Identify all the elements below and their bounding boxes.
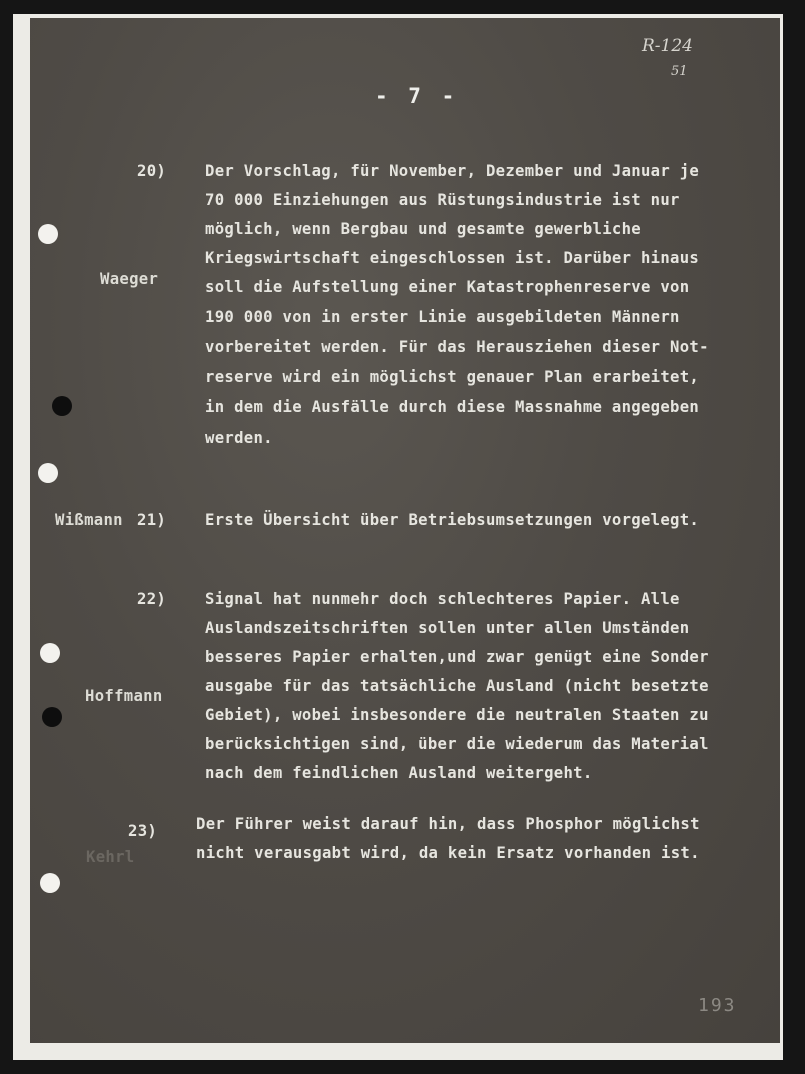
text-line: Auslandszeitschriften sollen unter allen Umständen bbox=[205, 619, 690, 637]
text-line: in dem die Ausfälle durch diese Massnahme angegeben bbox=[205, 398, 700, 416]
item-number: 21) bbox=[137, 511, 167, 529]
text-line: besseres Papier erhalten,und zwar genügt eine Sonder bbox=[205, 648, 709, 666]
text-line: 190 000 von in erster Linie ausgebildeten Männern bbox=[205, 308, 680, 326]
stamped-page-number: 193 bbox=[698, 995, 737, 1016]
punch-hole bbox=[38, 463, 58, 483]
text-line: nach dem feindlichen Ausland weitergeht. bbox=[205, 764, 593, 782]
text-line: Kriegswirtschaft eingeschlossen ist. Darüber hinaus bbox=[205, 249, 700, 267]
text-line: Der Führer weist darauf hin, dass Phosphor möglichst bbox=[196, 815, 700, 833]
text-line: Erste Übersicht über Betriebsumsetzungen vorgelegt. bbox=[205, 511, 700, 529]
text-line: Der Vorschlag, für November, Dezember und Januar je bbox=[205, 162, 700, 180]
punch-hole bbox=[42, 707, 62, 727]
item-responsible-name: Kehrl bbox=[86, 848, 135, 866]
item-responsible-name: Waeger bbox=[100, 270, 159, 288]
text-line: vorbereitet werden. Für das Herausziehen dieser Not- bbox=[205, 338, 709, 356]
text-line: möglich, wenn Bergbau und gesamte gewerbliche bbox=[205, 220, 641, 238]
item-responsible-name: Wißmann bbox=[55, 511, 123, 529]
text-line: nicht verausgabt wird, da kein Ersatz vorhanden ist. bbox=[196, 844, 700, 862]
text-line: reserve wird ein möglichst genauer Plan erarbeitet, bbox=[205, 368, 700, 386]
handwritten-reference: R-124 bbox=[642, 36, 693, 56]
item-number: 23) bbox=[128, 822, 158, 840]
text-line: Signal hat nunmehr doch schlechteres Papier. Alle bbox=[205, 590, 680, 608]
item-number: 20) bbox=[137, 162, 167, 180]
punch-hole bbox=[40, 873, 60, 893]
text-line: berücksichtigen sind, über die wiederum das Material bbox=[205, 735, 709, 753]
item-number: 22) bbox=[137, 590, 167, 608]
punch-hole bbox=[52, 396, 72, 416]
page-number: - 7 - bbox=[375, 84, 459, 108]
text-line: Gebiet), wobei insbesondere die neutralen Staaten zu bbox=[205, 706, 709, 724]
handwritten-page-ref: 51 bbox=[671, 64, 688, 79]
text-line: ausgabe für das tatsächliche Ausland (nicht besetzte bbox=[205, 677, 709, 695]
punch-hole bbox=[38, 224, 58, 244]
text-line: werden. bbox=[205, 429, 273, 447]
item-responsible-name: Hoffmann bbox=[85, 687, 163, 705]
text-line: 70 000 Einziehungen aus Rüstungsindustrie ist nur bbox=[205, 191, 680, 209]
text-line: soll die Aufstellung einer Katastrophenreserve von bbox=[205, 278, 690, 296]
punch-hole bbox=[40, 643, 60, 663]
